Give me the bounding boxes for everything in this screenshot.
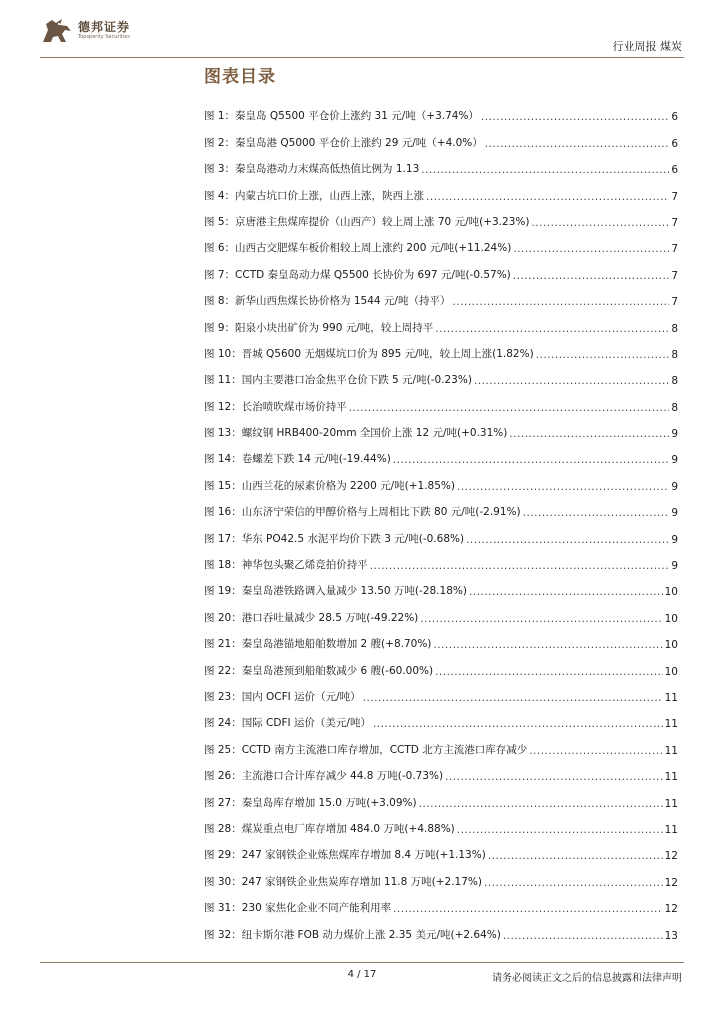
toc-entry-number: 图 18： <box>204 559 242 572</box>
company-logo <box>40 16 130 44</box>
toc-entry[interactable] <box>204 836 678 862</box>
toc-dot-leader <box>363 692 663 704</box>
toc-entry-title: CCTD 秦皇岛动力煤 Q5500 长协价为 697 元/吨(-0.57%) <box>235 268 511 281</box>
toc-entry-number: 图 21： <box>204 638 242 651</box>
toc-dot-leader <box>513 270 670 282</box>
page-number: 4 / 17 <box>347 969 377 980</box>
toc-dot-leader <box>531 217 669 229</box>
toc-entry-page: 11 <box>664 718 678 731</box>
toc-entry-number: 图 23： <box>204 690 242 703</box>
header-divider <box>40 57 684 58</box>
toc-entry-title: 秦皇岛 Q5500 平仓价上涨约 31 元/吨（+3.74%） <box>235 110 479 123</box>
toc-entry[interactable] <box>204 572 678 598</box>
toc-entry-page: 7 <box>671 190 678 203</box>
toc-entry-number: 图 2： <box>204 136 236 149</box>
toc-entry-page: 10 <box>664 639 678 652</box>
toc-entry[interactable] <box>204 730 678 756</box>
toc-dot-leader <box>509 428 669 440</box>
toc-entry-page: 8 <box>671 348 678 361</box>
toc-entry-number: 图 24： <box>204 717 242 730</box>
toc-dot-leader <box>393 454 670 466</box>
toc-entry[interactable] <box>204 203 678 229</box>
toc-entry-title: 长治喷吹煤市场价持平 <box>241 400 347 413</box>
toc-dot-leader <box>457 824 663 836</box>
toc-dot-leader <box>488 850 663 862</box>
toc-entry-page: 12 <box>664 876 678 889</box>
toc-entry-number: 图 15： <box>204 479 242 492</box>
toc-entry-title: 秦皇岛港动力末煤高低热值比例为 1.13 <box>235 163 420 176</box>
toc-entry-page: 7 <box>671 243 678 256</box>
toc-entry-page: 9 <box>671 507 678 520</box>
toc-entry-number: 图 16： <box>204 506 242 519</box>
toc-entry-page: 6 <box>671 137 678 150</box>
toc-entry-title: 秦皇岛港预到船舶数减少 6 艘(-60.00%) <box>241 664 434 677</box>
toc-dot-leader <box>370 560 670 572</box>
toc-entry-title: 秦皇岛港铁路调入量减少 13.50 万吨(-28.18%) <box>241 585 467 598</box>
toc-entry-page: 11 <box>664 797 678 810</box>
toc-entry-number: 图 9： <box>204 321 236 334</box>
toc-dot-leader <box>466 534 669 546</box>
toc-entry-title: CCTD 南方主流港口库存增加，CCTD 北方主流港口库存减少 <box>241 743 528 756</box>
toc-entry[interactable] <box>204 704 678 730</box>
toc-entry[interactable] <box>204 783 678 809</box>
toc-entry-page: 10 <box>664 665 678 678</box>
toc-entry-title: 纽卡斯尔港 FOB 动力煤价上涨 2.35 美元/吨(+2.64%) <box>241 928 501 941</box>
toc-entry-number: 图 27： <box>204 796 242 809</box>
toc-entry[interactable] <box>204 915 678 941</box>
toc-entry[interactable] <box>204 387 678 413</box>
toc-entry-title: 国内 OCFI 运价（元/吨） <box>241 690 361 703</box>
toc-entry[interactable] <box>204 862 678 888</box>
toc-entry[interactable] <box>204 757 678 783</box>
toc-entry-title: 内蒙古坑口价上涨，山西上涨，陕西上涨 <box>235 189 425 202</box>
toc-entry[interactable] <box>204 335 678 361</box>
toc-entry[interactable] <box>204 466 678 492</box>
toc-entry-number: 图 30： <box>204 875 242 888</box>
toc-entry-page: 8 <box>671 375 678 388</box>
toc-entry-title: 港口吞吐量减少 28.5 万吨(-49.22%) <box>241 611 419 624</box>
toc-entry-title: 230 家焦化企业不同产能利用率 <box>241 902 392 915</box>
toc-entry-number: 图 32： <box>204 928 242 941</box>
toc-entry-number: 图 5： <box>204 215 236 228</box>
toc-entry-title: 华东 PO42.5 水泥平均价下跌 3 元/吨(-0.68%) <box>241 532 465 545</box>
toc-entry-number: 图 28： <box>204 822 242 835</box>
toc-entry-title: 主流港口合计库存减少 44.8 万吨(-0.73%) <box>241 770 444 783</box>
toc-entry-number: 图 12： <box>204 400 242 413</box>
toc-dot-leader <box>529 745 662 757</box>
toc-entry-number: 图 29： <box>204 849 242 862</box>
toc-entry-page: 10 <box>664 612 678 625</box>
toc-entry[interactable] <box>204 810 678 836</box>
toc-entry-page: 6 <box>671 111 678 124</box>
report-section-label: 行业周报 煤炭 <box>612 40 682 53</box>
toc-entry[interactable] <box>204 282 678 308</box>
toc-entry-title: 秦皇岛库存增加 15.0 万吨(+3.09%) <box>241 796 417 809</box>
toc-entry-title: 京唐港主焦煤库提价（山西产）较上周上涨 70 元/吨(+3.23%) <box>235 215 530 228</box>
toc-entry-page: 9 <box>671 560 678 573</box>
toc-entry-title: 国际 CDFI 运价（美元/吨） <box>241 717 371 730</box>
toc-dot-leader <box>373 718 663 730</box>
toc-dot-leader <box>435 323 669 335</box>
toc-entry-title: 煤炭重点电厂库存增加 484.0 万吨(+4.88%) <box>241 822 455 835</box>
toc-entry-number: 图 14： <box>204 453 242 466</box>
toc-entry-page: 12 <box>664 903 678 916</box>
toc-entry-number: 图 7： <box>204 268 236 281</box>
toc-entry-number: 图 17： <box>204 532 242 545</box>
toc-entry-number: 图 22： <box>204 664 242 677</box>
toc-dot-leader <box>435 666 663 678</box>
toc-dot-leader <box>523 507 670 519</box>
toc-entry-page: 11 <box>664 744 678 757</box>
page-header <box>0 0 724 62</box>
toc-entry[interactable] <box>204 414 678 440</box>
toc-entry-title: 山西兰花的尿素价格为 2200 元/吨(+1.85%) <box>241 479 455 492</box>
toc-entry-page: 13 <box>664 929 678 942</box>
toc-entry-number: 图 1： <box>204 110 236 123</box>
toc-entry-title: 247 家钢铁企业焦炭库存增加 11.8 万吨(+2.17%) <box>241 875 482 888</box>
toc-entry-page: 12 <box>664 850 678 863</box>
toc-entry-page: 7 <box>671 216 678 229</box>
toc-entry-title: 山西古交肥煤车板价相较上周上涨约 200 元/吨(+11.24%) <box>235 242 512 255</box>
logo-chinese-name: 德邦证券 <box>78 19 131 34</box>
toc-entry-number: 图 3： <box>204 163 236 176</box>
toc-entry[interactable] <box>204 625 678 651</box>
toc-entry[interactable] <box>204 493 678 519</box>
toc-entry-number: 图 13： <box>204 427 242 440</box>
toc-entry-page: 9 <box>671 428 678 441</box>
toc-dot-leader <box>474 375 669 387</box>
toc-entry-number: 图 31： <box>204 902 242 915</box>
disclaimer-note: 请务必阅读正文之后的信息披露和法律声明 <box>492 973 682 984</box>
toc-dot-leader <box>419 798 663 810</box>
toc-entry-page: 10 <box>664 586 678 599</box>
toc-dot-leader <box>484 877 663 889</box>
toc-entry[interactable] <box>204 598 678 624</box>
toc-entry[interactable] <box>204 651 678 677</box>
toc-entry-title: 秦皇岛港锚地船舶数增加 2 艘(+8.70%) <box>241 638 432 651</box>
toc-entry-page: 11 <box>664 823 678 836</box>
toc-entry-number: 图 19： <box>204 585 242 598</box>
toc-entry-number: 图 10： <box>204 347 242 360</box>
footer-divider <box>40 962 684 963</box>
toc-entry-title: 247 家钢铁企业炼焦煤库存增加 8.4 万吨(+1.13%) <box>241 849 486 862</box>
toc-dot-leader <box>503 930 663 942</box>
toc-entry[interactable] <box>204 97 678 123</box>
toc-dot-leader <box>513 243 669 255</box>
toc-dot-leader <box>349 402 670 414</box>
toc-entry-page: 7 <box>671 296 678 309</box>
toc-entry-number: 图 11： <box>204 374 242 387</box>
toc-entry[interactable] <box>204 229 678 255</box>
logo-horse-icon <box>40 16 74 44</box>
toc-entry-page: 6 <box>671 164 678 177</box>
toc-entry[interactable] <box>204 176 678 202</box>
toc-dot-leader <box>445 771 663 783</box>
toc-title: 图表目录 <box>204 67 276 87</box>
toc-entry-title: 神华包头聚乙烯竞拍价持平 <box>241 559 368 572</box>
toc-dot-leader <box>421 164 669 176</box>
toc-entry-title: 卷螺差下跌 14 元/吨(-19.44%) <box>241 453 391 466</box>
toc-entry-page: 8 <box>671 322 678 335</box>
toc-dot-leader <box>481 111 669 123</box>
toc-entry-number: 图 4： <box>204 189 236 202</box>
toc-entry-title: 国内主要港口冶金焦平仓价下跌 5 元/吨(-0.23%) <box>241 374 472 387</box>
toc-entry[interactable] <box>204 546 678 572</box>
toc-entry-number: 图 20： <box>204 611 242 624</box>
toc-entry-number: 图 26： <box>204 770 242 783</box>
toc-dot-leader <box>452 296 669 308</box>
figure-list <box>204 97 678 942</box>
toc-entry[interactable] <box>204 150 678 176</box>
toc-entry[interactable] <box>204 440 678 466</box>
toc-entry-title: 新华山西焦煤长协价格为 1544 元/吨（持平） <box>235 295 451 308</box>
toc-entry-title: 螺纹钢 HRB400-20mm 全国价上涨 12 元/吨(+0.31%) <box>241 427 508 440</box>
toc-entry-page: 9 <box>671 480 678 493</box>
toc-dot-leader <box>393 903 663 915</box>
toc-dot-leader <box>485 138 670 150</box>
toc-entry[interactable] <box>204 519 678 545</box>
toc-entry-number: 图 6： <box>204 242 236 255</box>
toc-entry-title: 秦皇岛港 Q5000 平仓价上涨约 29 元/吨（+4.0%） <box>235 136 483 149</box>
toc-dot-leader <box>420 613 662 625</box>
toc-entry-title: 阳泉小块出矿价为 990 元/吨，较上周持平 <box>235 321 434 334</box>
toc-entry-page: 8 <box>671 401 678 414</box>
toc-entry[interactable] <box>204 361 678 387</box>
toc-entry[interactable] <box>204 308 678 334</box>
toc-entry-page: 9 <box>671 533 678 546</box>
toc-dot-leader <box>457 481 669 493</box>
toc-entry-page: 11 <box>664 691 678 704</box>
toc-dot-leader <box>426 191 669 203</box>
toc-entry[interactable] <box>204 255 678 281</box>
toc-entry[interactable] <box>204 678 678 704</box>
toc-entry-page: 7 <box>671 269 678 282</box>
toc-dot-leader <box>469 586 663 598</box>
toc-entry-page: 9 <box>671 454 678 467</box>
toc-entry-page: 11 <box>664 771 678 784</box>
toc-entry-number: 图 25： <box>204 743 242 756</box>
toc-entry[interactable] <box>204 123 678 149</box>
logo-english-name: Topsperity Securities <box>78 33 130 40</box>
toc-entry[interactable] <box>204 889 678 915</box>
toc-entry-number: 图 8： <box>204 295 236 308</box>
toc-entry-title: 晋城 Q5600 无烟煤坑口价为 895 元/吨，较上周上涨(1.82%) <box>241 347 534 360</box>
toc-dot-leader <box>433 639 662 651</box>
toc-entry-title: 山东济宁荣信的甲醇价格与上周相比下跌 80 元/吨(-2.91%) <box>241 506 521 519</box>
toc-dot-leader <box>536 349 670 361</box>
